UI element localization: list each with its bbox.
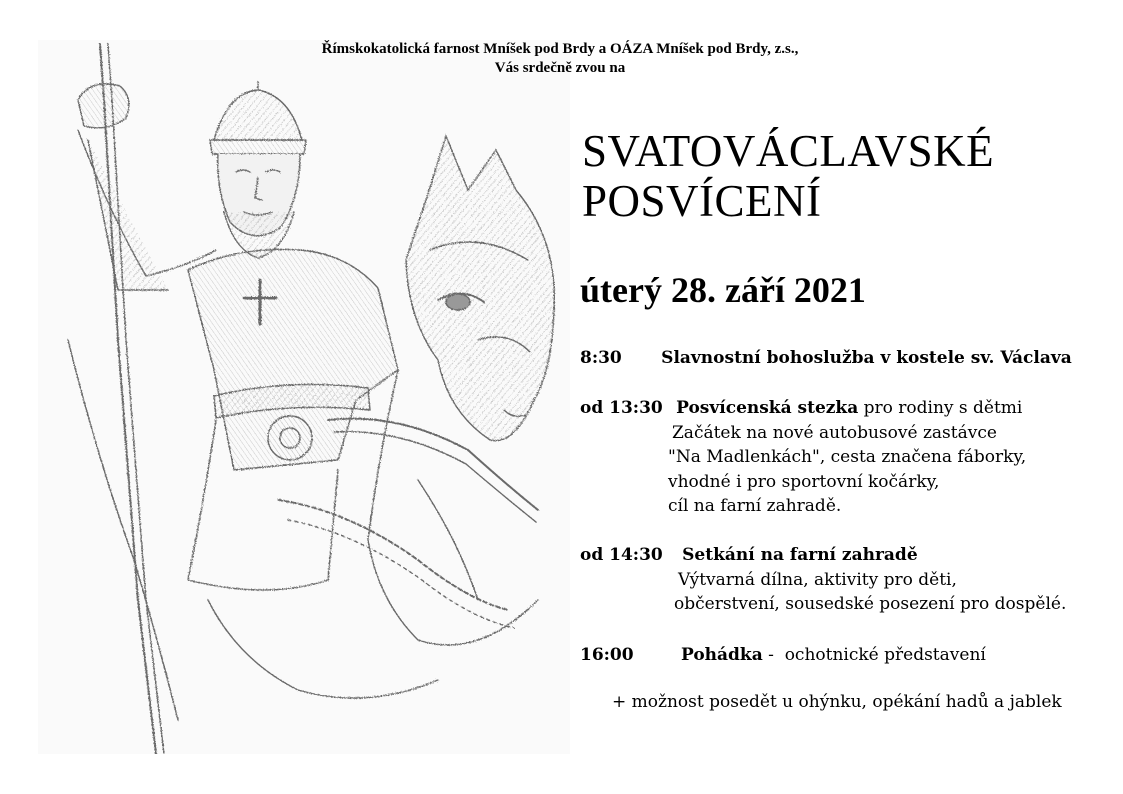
organizers-line: Římskokatolická farnost Mníšek pod Brdy a OÁZA Mníšek pod Brdy, z.s., xyxy=(321,41,799,57)
program-item-1430 xyxy=(580,543,1066,617)
event-title-line-1: SVATOVÁCLAVSKÉ xyxy=(582,126,995,176)
event-title xyxy=(582,126,994,226)
program-time: 16:00 xyxy=(580,645,634,665)
program-time: 8:30 xyxy=(580,348,622,368)
st-wenceslas-illustration xyxy=(38,40,570,754)
program-detail: "Na Madlenkách", cesta značena fáborky, xyxy=(668,447,1027,467)
program-detail: Začátek na nové autobusové zastávce xyxy=(672,422,997,443)
event-date: úterý 28. září 2021 xyxy=(580,270,866,310)
program-detail: cíl na farní zahradě. xyxy=(668,496,842,516)
program-title: Pohádka xyxy=(681,645,763,665)
program-time: od 13:30 xyxy=(580,398,663,418)
event-title-line-2: POSVÍCENÍ xyxy=(582,176,822,226)
program-detail: vhodné i pro sportovní kočárky, xyxy=(668,471,940,492)
invite-line: Vás srdečně zvou na xyxy=(494,60,626,76)
program-title: Slavnostní bohoslužba v kostele sv. Václava xyxy=(661,348,1072,368)
program-detail: občerstvení, sousedské posezení pro dospělé. xyxy=(674,594,1067,614)
program-title-suffix: pro rodiny s dětmi xyxy=(858,398,1023,418)
program-item-1600 xyxy=(580,643,986,668)
invitation-header xyxy=(250,40,870,78)
program-item-0830 xyxy=(580,346,1072,371)
program-detail: Výtvarná dílna, aktivity pro děti, xyxy=(678,569,957,590)
program-item-1330 xyxy=(580,396,1026,519)
program-time: od 14:30 xyxy=(580,545,663,565)
program-title-suffix: - ochotnické představení xyxy=(762,645,986,665)
program-title: Setkání na farní zahradě xyxy=(682,545,918,565)
program-title: Posvícenská stezka xyxy=(676,398,859,418)
extra-note: + možnost posedět u ohýnku, opékání hadů a jablek xyxy=(612,692,1062,712)
